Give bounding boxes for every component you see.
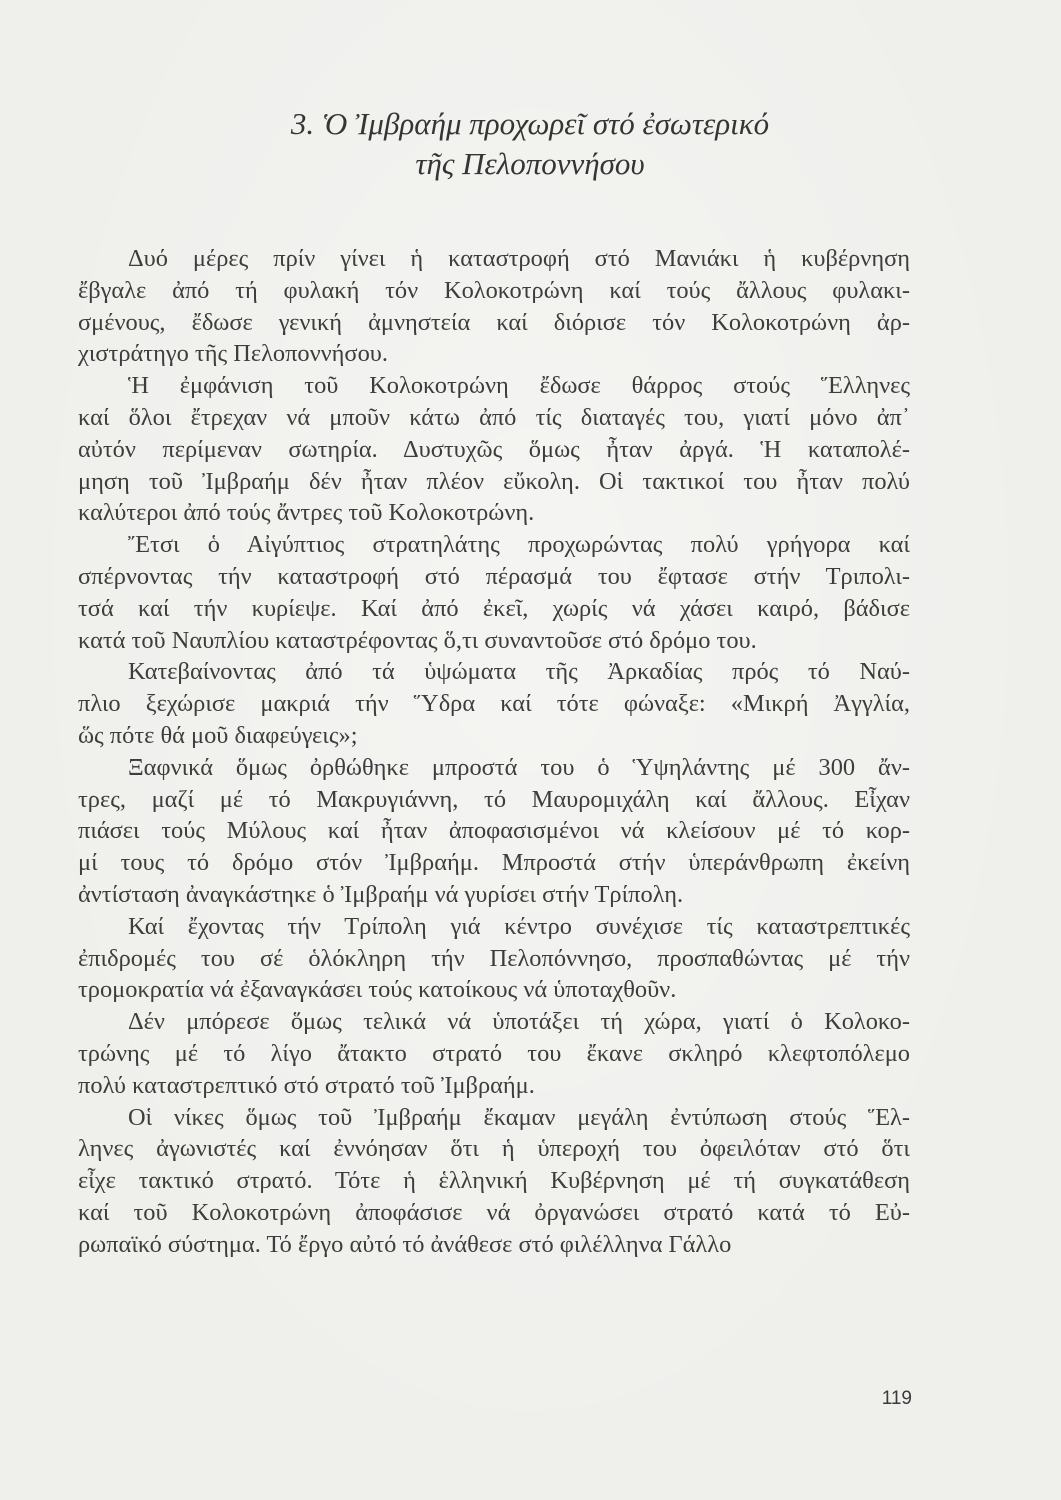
text-line: Οἱ νίκες ὅμως τοῦ Ἰμβραήμ ἔκαμαν μεγάλη ἐντύπωση στούς Ἕλ- — [128, 1103, 910, 1131]
text-line: αὐτόν περίμεναν σωτηρία. Δυστυχῶς ὅμως ἦταν ἀργά. Ἡ καταπολέ- — [78, 435, 910, 463]
text-line: Ξαφνικά ὅμως ὀρθώθηκε μπροστά του ὁ Ὑψηλάντης μέ 300 ἄν- — [128, 753, 910, 781]
text-line: κατά τοῦ Ναυπλίου καταστρέφοντας ὅ,τι συναντοῦσε στό δρόμο του. — [78, 626, 757, 654]
text-line: καί ὅλοι ἔτρεχαν νά μποῦν κάτω ἀπό τίς διαταγές του, γιατί μόνο ἀπ᾽ — [78, 403, 910, 431]
chapter-title-line-2: τῆς Πελοποννήσου — [415, 146, 645, 181]
text-line: σπέρνοντας τήν καταστροφή στό πέρασμά του ἔφτασε στήν Τριπολι- — [78, 562, 910, 590]
text-line: εἶχε τακτικό στρατό. Τότε ἡ ἑλληνική Κυβέρνηση μέ τή συγκατάθεση — [78, 1167, 910, 1195]
paragraph — [78, 370, 910, 529]
paragraph — [78, 752, 910, 911]
text-line: Δέν μπόρεσε ὅμως τελικά νά ὑποτάξει τή χώρα, γιατί ὁ Κολοκο- — [128, 1008, 910, 1036]
text-line: τρώνης μέ τό λίγο ἄτακτο στρατό του ἔκανε σκληρό κλεφτοπόλεμο — [78, 1039, 910, 1067]
paragraph — [78, 1102, 910, 1261]
paragraph — [78, 529, 910, 656]
body-text — [78, 243, 910, 1261]
text-line: ἔβγαλε ἀπό τή φυλακή τόν Κολοκοτρώνη καί τούς ἄλλους φυλακι- — [78, 276, 910, 304]
text-line: Δυό μέρες πρίν γίνει ἡ καταστροφή στό Μανιάκι ἡ κυβέρνηση — [128, 245, 910, 272]
text-line: καλύτεροι ἀπό τούς ἄντρες τοῦ Κολοκοτρώνη. — [78, 499, 535, 527]
text-line: πολύ καταστρεπτικό στό στρατό τοῦ Ἰμβραήμ. — [78, 1071, 535, 1099]
text-line: ὥς πότε θά μοῦ διαφεύγεις»; — [78, 721, 358, 749]
text-line: καί τοῦ Κολοκοτρώνη ἀποφάσισε νά ὀργανώσει στρατό κατά τό Εὐ- — [78, 1198, 910, 1226]
text-line: τρομοκρατία νά ἐξαναγκάσει τούς κατοίκους νά ὑποταχθοῦν. — [78, 976, 677, 1004]
text-line: χιστράτηγο τῆς Πελοποννήσου. — [78, 340, 388, 368]
text-line: μηση τοῦ Ἰμβραήμ δέν ἦταν πλέον εὔκολη. Οἱ τακτικοί του ἦταν πολύ — [78, 467, 910, 495]
text-line: πιάσει τούς Μύλους καί ἦταν ἀποφασισμένοι νά κλείσουν μέ τό κορ- — [78, 817, 910, 845]
text-line: ληνες ἀγωνιστές καί ἐννόησαν ὅτι ἡ ὑπεροχή του ὀφειλόταν στό ὅτι — [78, 1135, 910, 1163]
paragraph — [78, 243, 910, 370]
page-number: 119 — [881, 1388, 912, 1409]
text-line: ρωπαϊκό σύστημα. Τό ἔργο αὐτό τό ἀνάθεσε στό φιλέλληνα Γάλλο — [78, 1230, 732, 1258]
text-line: Ἡ ἐμφάνιση τοῦ Κολοκοτρώνη ἔδωσε θάρρος στούς Ἕλληνες — [128, 372, 910, 400]
text-line: τρες, μαζί μέ τό Μακρυγιάννη, τό Μαυρομιχάλη καί ἄλλους. Εἶχαν — [78, 785, 910, 813]
text-line: ἐπιδρομές του σέ ὁλόκληρη τήν Πελοπόννησο, προσπαθώντας μέ τήν — [78, 944, 910, 972]
text-line: Καί ἔχοντας τήν Τρίπολη γιά κέντρο συνέχισε τίς καταστρεπτικές — [128, 912, 910, 940]
text-line: σμένους, ἔδωσε γενική ἀμνηστεία καί διόρισε τόν Κολοκοτρώνη ἀρ- — [78, 308, 910, 336]
text-line: μί τους τό δρόμο στόν Ἰμβραήμ. Μπροστά στήν ὑπεράνθρωπη ἐκείνη — [78, 849, 910, 877]
text-line: ἀντίσταση ἀναγκάστηκε ὁ Ἰμβραήμ νά γυρίσει στήν Τρίπολη. — [78, 880, 684, 908]
text-line: Κατεβαίνοντας ἀπό τά ὑψώματα τῆς Ἀρκαδίας πρός τό Ναύ- — [128, 658, 910, 686]
chapter-title-line-1: 3. Ὁ Ἰμβραήμ προχωρεῖ στό ἐσωτερικό — [290, 106, 770, 141]
text-line: πλιο ξεχώρισε μακριά τήν Ὕδρα καί τότε φώναξε: «Μικρή Ἀγγλία, — [78, 690, 910, 718]
paragraph — [78, 656, 910, 751]
paragraph — [78, 1006, 910, 1101]
paragraph — [78, 911, 910, 1006]
text-line: τσά καί τήν κυρίεψε. Καί ἀπό ἐκεῖ, χωρίς νά χάσει καιρό, βάδισε — [78, 594, 910, 622]
text-line: Ἔτσι ὁ Αἰγύπτιος στρατηλάτης προχωρώντας πολύ γρήγορα καί — [128, 531, 910, 559]
